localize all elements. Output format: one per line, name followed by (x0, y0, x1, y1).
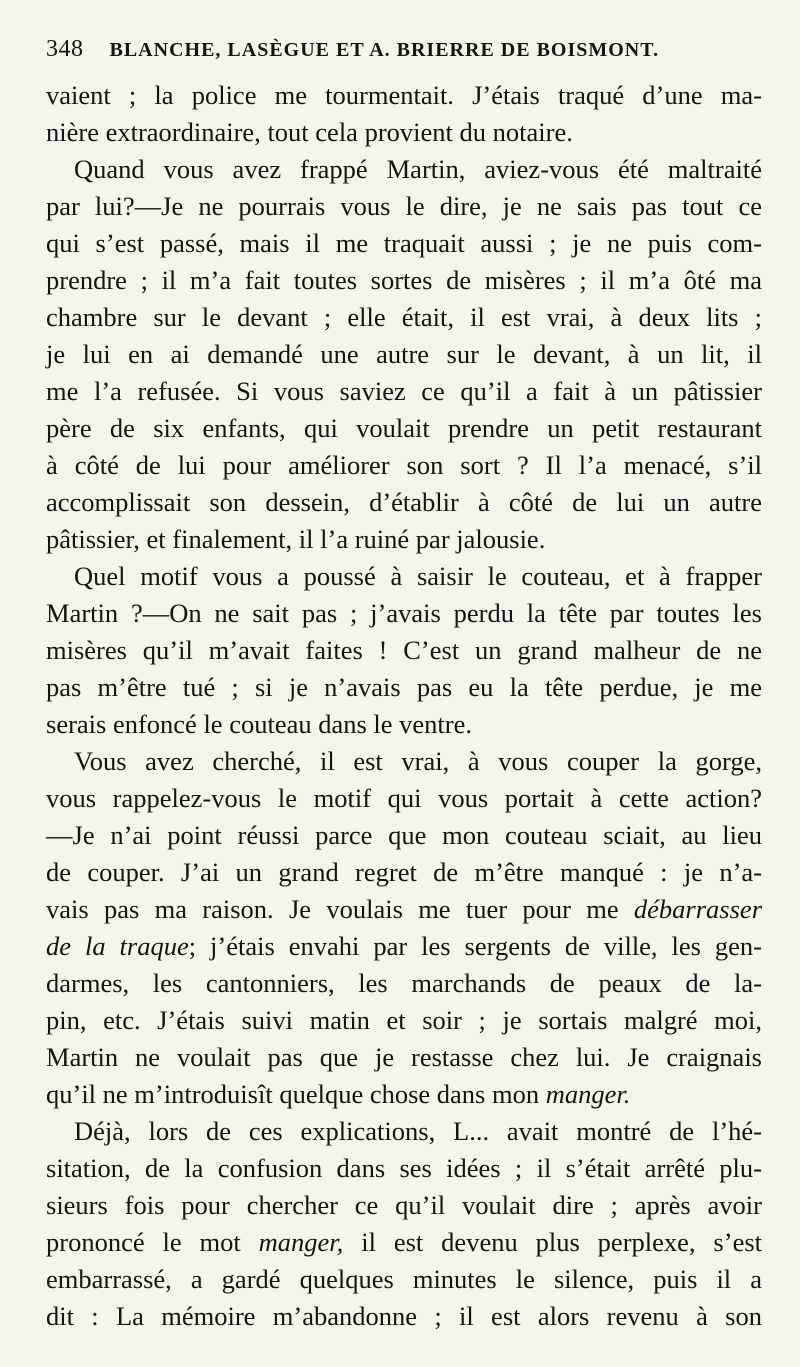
paragraph (46, 77, 762, 151)
body-text (46, 77, 762, 1335)
text-line: pâtissier, et finalement, il l’a ruiné par jalousie. (46, 524, 546, 554)
text-line: misères qu’il m’avait faites ! C’est un grand malheur de ne (46, 635, 762, 665)
text-line (46, 1076, 762, 1113)
paragraph (46, 743, 762, 1113)
text-line: Martin ?—On ne sait pas ; j’avais perdu la tête par toutes les (46, 598, 762, 628)
text-line: Vous avez cherché, il est vrai, à vous couper la gorge, (74, 746, 762, 776)
text-line: sieurs fois pour chercher ce qu’il voulait dire ; après avoir (46, 1190, 762, 1220)
text-line (46, 928, 762, 965)
text-line: vous rappelez-vous le motif qui vous portait à cette action? (46, 783, 762, 813)
text-line: père de six enfants, qui voulait prendre un petit restaurant (46, 413, 762, 443)
text-line: Martin ne voulait pas que je restasse chez lui. Je craignais (46, 1042, 762, 1072)
text-line: me l’a refusée. Si vous saviez ce qu’il a fait à un pâtissier (46, 376, 762, 406)
text-line: pin, etc. J’étais suivi matin et soir ; je sortais malgré moi, (46, 1005, 762, 1035)
text-line: sitation, de la confusion dans ses idées ; il s’était arrêté plu- (46, 1153, 762, 1183)
paragraph (46, 1113, 762, 1335)
text-run: ; j’étais envahi par les sergents de ville, les gen- (188, 931, 763, 961)
text-line: à côté de lui pour améliorer son sort ? Il l’a menacé, s’il (46, 450, 762, 480)
text-line: qui s’est passé, mais il me traquait aussi ; je ne puis com- (46, 228, 762, 258)
italic-text: de la traque (46, 931, 189, 961)
text-line: accomplissait son dessein, d’établir à côté de lui un autre (46, 487, 762, 517)
text-line: embarrassé, a gardé quelques minutes le silence, puis il a (46, 1264, 762, 1294)
text-line: chambre sur le devant ; elle était, il est vrai, à deux lits ; (46, 302, 762, 332)
text-line: par lui?—Je ne pourrais vous le dire, je ne sais pas tout ce (46, 191, 762, 221)
text-line (46, 1224, 762, 1261)
italic-text: débarrasser (633, 894, 763, 924)
text-line: pas m’être tué ; si je n’avais pas eu la tête perdue, je me (46, 672, 762, 702)
page-header (46, 36, 762, 63)
text-line: Quel motif vous a poussé à saisir le couteau, et à frapper (74, 561, 762, 591)
text-run: prononcé le mot (46, 1227, 241, 1257)
text-run: qu’il ne m’introduisît quelque chose dans mon (46, 1079, 540, 1109)
italic-text: manger, (258, 1227, 344, 1257)
text-line: vaient ; la police me tourmentait. J’étais traqué d’une ma- (46, 80, 762, 110)
text-line: darmes, les cantonniers, les marchands de peaux de la- (46, 968, 762, 998)
paragraph (46, 151, 762, 558)
text-line: je lui en ai demandé une autre sur le devant, à un lit, il (46, 339, 762, 369)
text-line: dit : La mémoire m’abandonne ; il est alors revenu à son (46, 1301, 762, 1331)
page-number: 348 (46, 36, 84, 62)
italic-text: manger. (545, 1079, 631, 1109)
running-head: BLANCHE, LASÈGUE ET A. BRIERRE DE BOISMONT. (109, 39, 660, 61)
text-line: nière extraordinaire, tout cela provient du notaire. (46, 117, 573, 147)
text-line: serais enfoncé le couteau dans le ventre. (46, 709, 473, 739)
text-line: Déjà, lors de ces explications, L... avait montré de l’hé- (74, 1116, 762, 1146)
paragraph (46, 558, 762, 743)
text-run: vais pas ma raison. Je voulais me tuer pour me (46, 894, 619, 924)
text-line: —Je n’ai point réussi parce que mon couteau sciait, au lieu (46, 820, 762, 850)
text-line (46, 891, 762, 928)
text-line: prendre ; il m’a fait toutes sortes de misères ; il m’a ôté ma (46, 265, 762, 295)
text-line: Quand vous avez frappé Martin, aviez-vous été maltraité (74, 154, 762, 184)
text-line: de couper. J’ai un grand regret de m’être manqué : je n’a- (46, 857, 762, 887)
text-run: il est devenu plus perplexe, s’est (361, 1227, 762, 1257)
